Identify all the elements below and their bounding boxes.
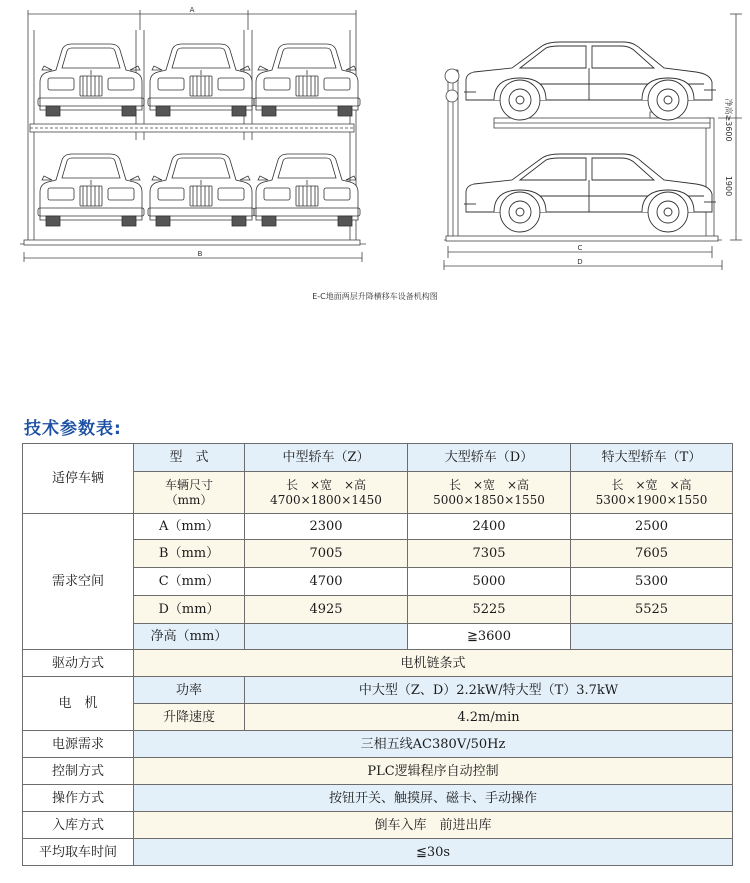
clear-height-blank-2 [571, 624, 733, 650]
car-side-lower [464, 154, 716, 232]
size-d-values: 5000×1850×1550 [433, 492, 545, 507]
row-label-avg-time: 平均取车时间 [23, 839, 134, 866]
space-a-z: 2300 [245, 514, 408, 540]
row-label-entry: 入库方式 [23, 812, 134, 839]
row-label-drive: 驱动方式 [23, 650, 134, 677]
dim-a-label: A [189, 6, 195, 14]
car-front-5 [148, 154, 254, 226]
power-value: 中大型（Z、D）2.2kW/特大型（T）3.7kW [245, 677, 733, 704]
dim-d-label: D [577, 258, 583, 266]
speed-label: 升降速度 [134, 704, 245, 731]
figure-caption: E-C地面两层升降横移车设备机构图 [312, 292, 438, 301]
drive-value: 电机链条式 [134, 650, 733, 677]
car-front-4 [38, 154, 144, 226]
parking-equipment-drawing [0, 0, 750, 300]
clear-height-value: ≧3600 [408, 624, 571, 650]
power-supply-value: 三相五线AC380V/50Hz [134, 731, 733, 758]
spec-table [22, 443, 733, 866]
speed-value: 4.2m/min [245, 704, 733, 731]
row-label-operation: 操作方式 [23, 785, 134, 812]
space-c-d: 5000 [408, 568, 571, 596]
space-a-d: 2400 [408, 514, 571, 540]
col-header-d: 大型轿车（D） [408, 444, 571, 472]
size-label-line1: 车辆尺寸 [164, 477, 213, 492]
row-label-power-supply: 电源需求 [23, 731, 134, 758]
space-a-t: 2500 [571, 514, 733, 540]
col-header-z: 中型轿车（Z） [245, 444, 408, 472]
space-d-t: 5525 [571, 596, 733, 624]
power-label: 功率 [134, 677, 245, 704]
dim-clear-height-label: 净高≥3600 [724, 98, 733, 142]
avg-time-value: ≦30s [134, 839, 733, 866]
col-header-t: 特大型轿车（T） [571, 444, 733, 472]
space-d-label: D（mm） [134, 596, 245, 624]
size-label [134, 472, 245, 514]
car-side-upper [464, 42, 716, 120]
car-front-1 [38, 44, 144, 116]
entry-value: 倒车入库 前进出库 [134, 812, 733, 839]
clear-height-label: 净高（mm） [134, 624, 245, 650]
section-title: 技术参数表: [24, 419, 122, 439]
size-d [408, 472, 571, 514]
row-label-vehicle: 适停车辆 [23, 444, 134, 514]
size-label-line2: （mm） [165, 492, 213, 507]
size-d-dims: 长 ×宽 ×高 [448, 477, 530, 492]
space-b-z: 7005 [245, 540, 408, 568]
control-value: PLC逻辑程序自动控制 [134, 758, 733, 785]
space-d-z: 4925 [245, 596, 408, 624]
type-label: 型 式 [134, 444, 245, 472]
car-front-2 [148, 44, 254, 116]
space-b-d: 7305 [408, 540, 571, 568]
space-c-t: 5300 [571, 568, 733, 596]
size-z-dims: 长 ×宽 ×高 [285, 477, 367, 492]
clear-height-blank-1 [245, 624, 408, 650]
operation-value: 按钮开关、触摸屏、磁卡、手动操作 [134, 785, 733, 812]
row-label-motor: 电 机 [23, 677, 134, 731]
size-z-values: 4700×1800×1450 [270, 492, 382, 507]
car-front-3 [254, 44, 360, 116]
space-b-label: B（mm） [134, 540, 245, 568]
size-t-values: 5300×1900×1550 [595, 492, 708, 507]
space-c-z: 4700 [245, 568, 408, 596]
dim-b-label: B [197, 250, 203, 258]
row-label-space: 需求空间 [23, 514, 134, 650]
space-d-d: 5225 [408, 596, 571, 624]
dim-c-label: C [577, 244, 583, 252]
size-t [571, 472, 733, 514]
space-c-label: C（mm） [134, 568, 245, 596]
dim-1900-label: 1900 [724, 175, 733, 197]
row-label-control: 控制方式 [23, 758, 134, 785]
space-a-label: A（mm） [134, 514, 245, 540]
size-z [245, 472, 408, 514]
size-t-dims: 长 ×宽 ×高 [611, 477, 692, 492]
car-front-6 [254, 154, 360, 226]
space-b-t: 7605 [571, 540, 733, 568]
